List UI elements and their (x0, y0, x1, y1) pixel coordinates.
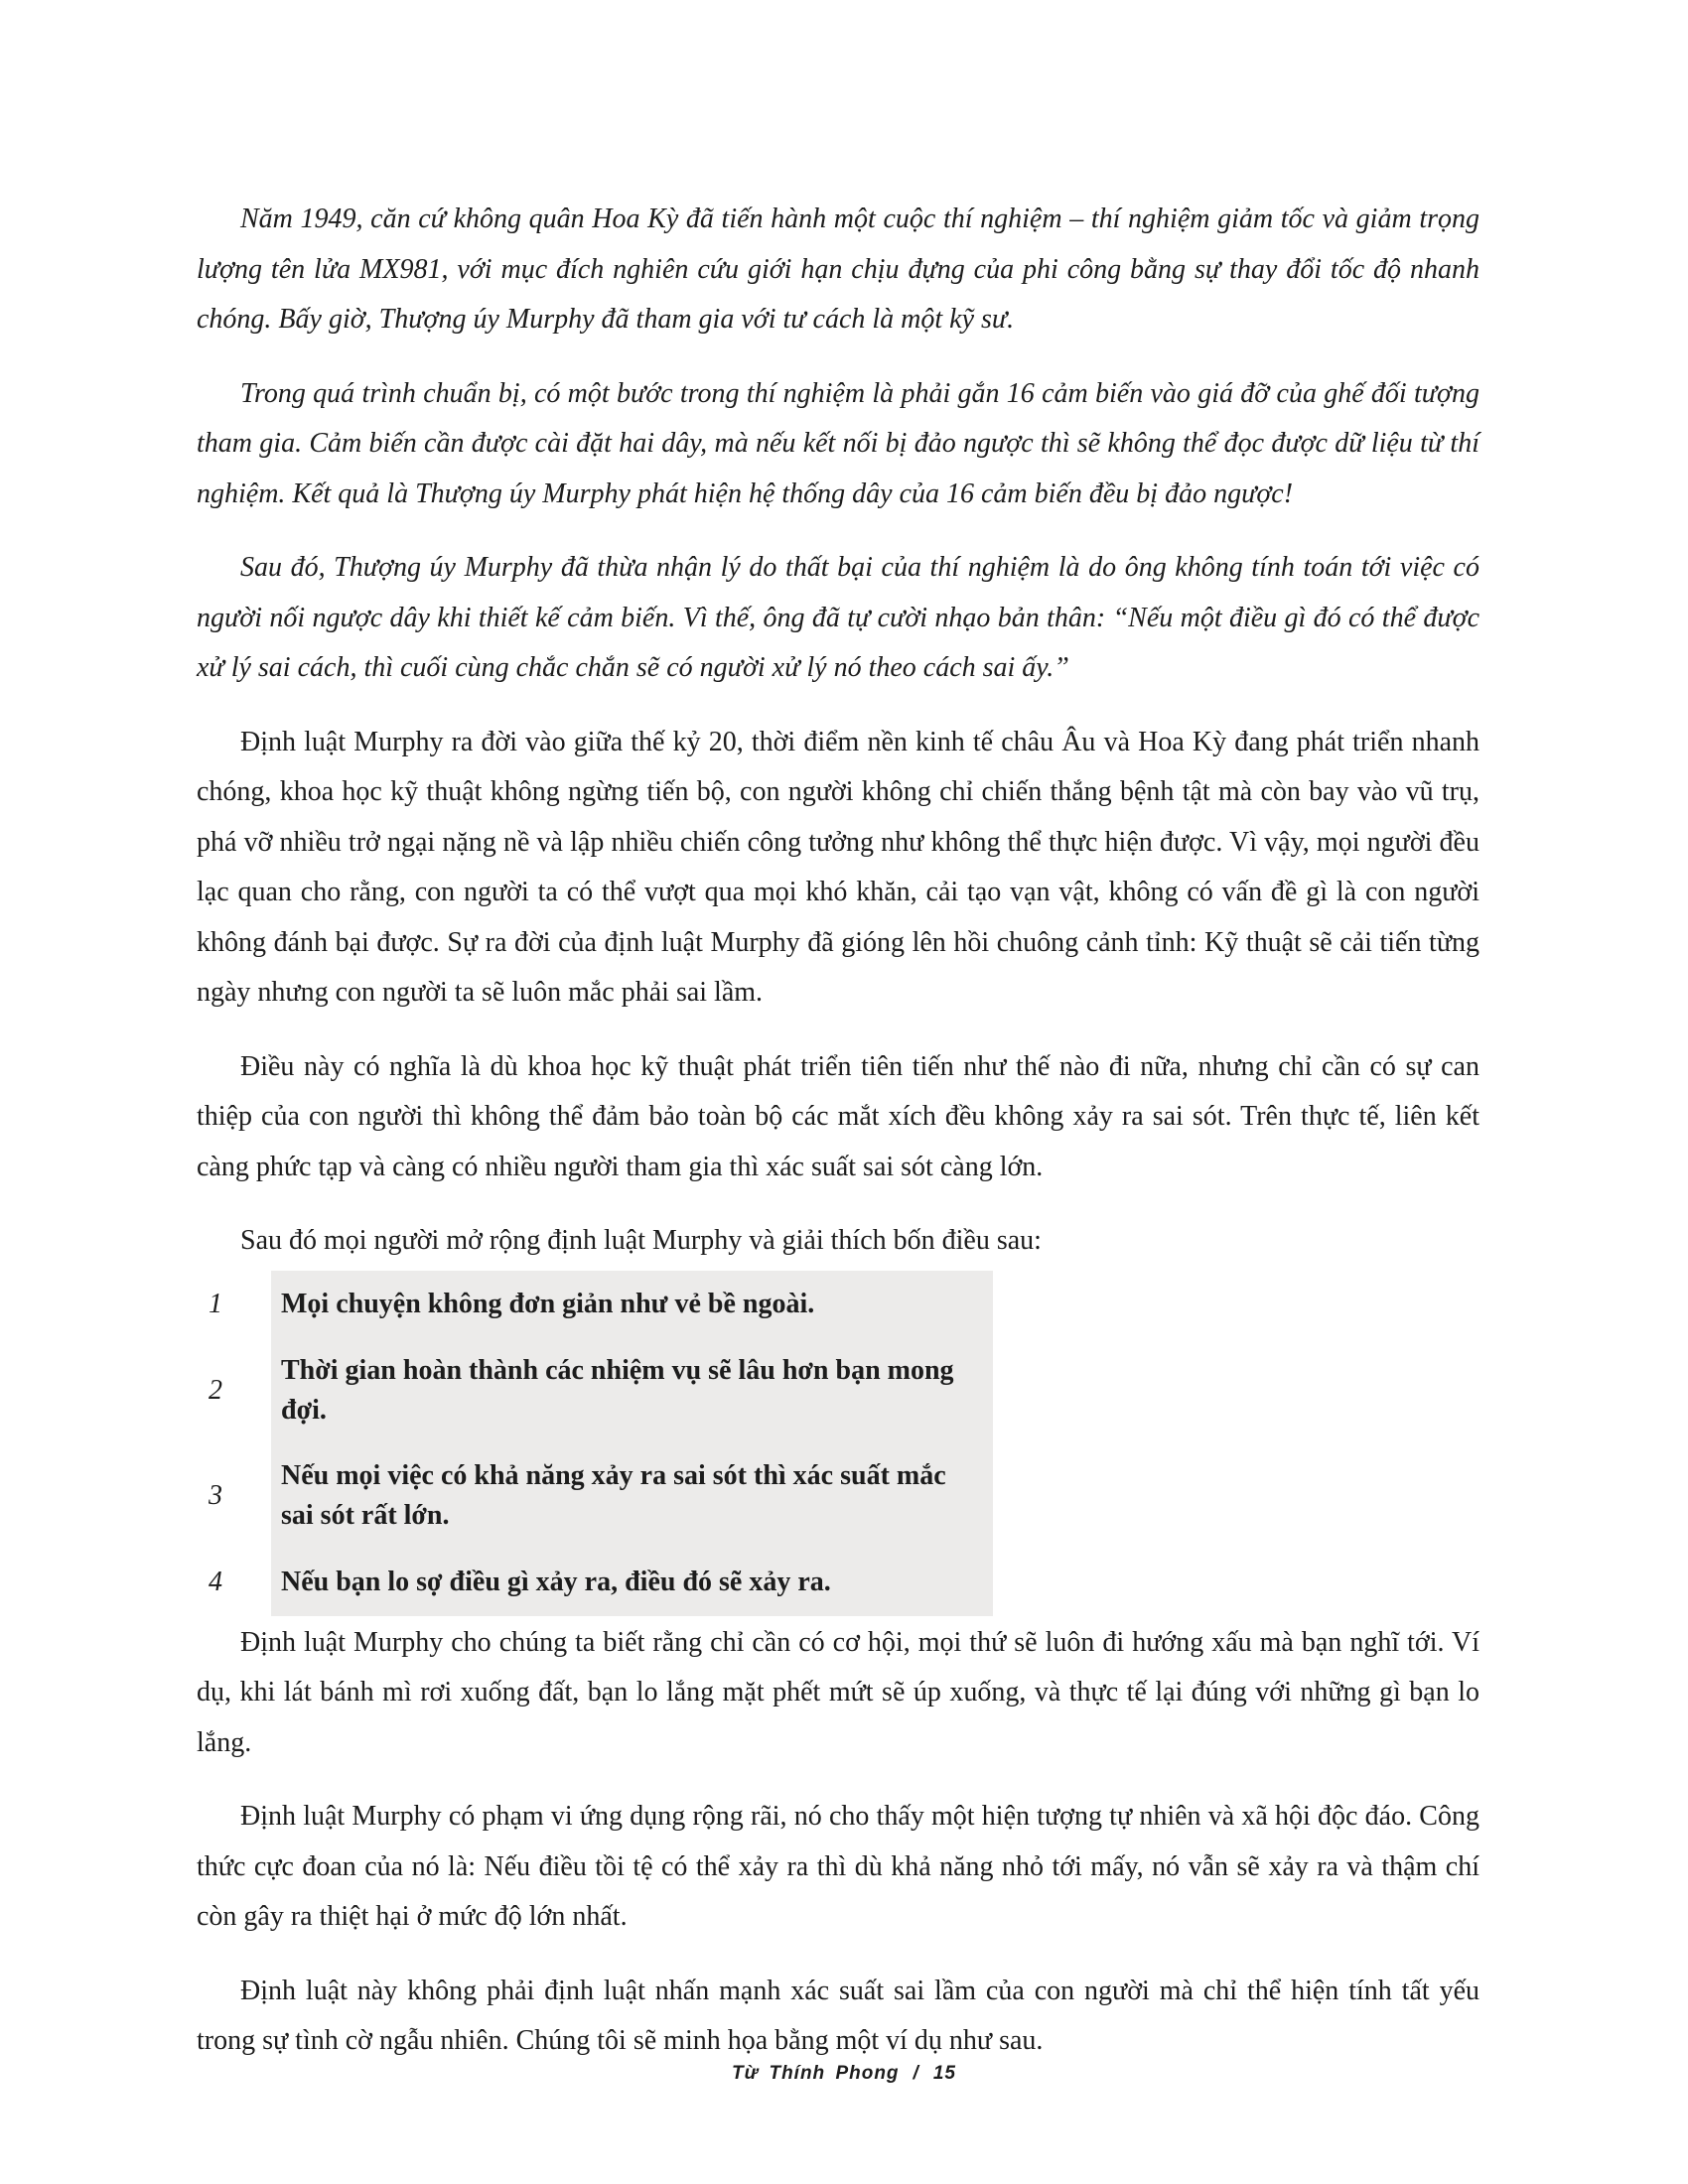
rule-number: 2 (197, 1338, 268, 1443)
footer-separator: / (913, 2063, 919, 2084)
table-row (197, 1443, 993, 1549)
table-row (197, 1338, 993, 1443)
rule-number: 3 (197, 1443, 268, 1549)
paragraph-meaning: Điều này có nghĩa là dù khoa học kỹ thuật phát triển tiên tiến như thế nào đi nữa, nhưng chỉ cần có sự can thiệp của con người thì không thể đảm bảo toàn bộ các mắt xích đều không xảy ra sai sót. Trên thực tế, liên kết càng phức tạp và càng có nhiều người tham gia thì xác suất sai sót càng lớn. (197, 1050, 1479, 1182)
table-row (197, 1271, 993, 1338)
page-number: 15 (932, 2063, 956, 2084)
paragraph-list-intro: Sau đó mọi người mở rộng định luật Murphy và giải thích bốn điều sau: (240, 1225, 1042, 1256)
paragraph-scope: Định luật Murphy có phạm vi ứng dụng rộng rãi, nó cho thấy một hiện tượng tự nhiên và xã hội độc đáo. Công thức cực đoan của nó là: Nếu điều tồi tệ có thể xảy ra thì dù khả năng nhỏ tới mấy, nó vẫn sẽ xảy ra và thậm chí còn gây ra thiệt hại ở mức độ lớn nhất. (197, 1801, 1479, 1932)
paragraph-history-3: Sau đó, Thượng úy Murphy đã thừa nhận lý do thất bại của thí nghiệm là do ông không tính toán tới việc có người nối ngược dây khi thiết kế cảm biến. Vì thế, ông đã tự cười nhạo bản thân: “Nếu một điều gì đó có thể được xử lý sai cách, thì cuối cùng chắc chắn sẽ có người xử lý nó theo cách sai ấy.” (197, 552, 1479, 683)
paragraph-origin: Định luật Murphy ra đời vào giữa thế kỷ 20, thời điểm nền kinh tế châu Âu và Hoa Kỳ đang phát triển nhanh chóng, khoa học kỹ thuật không ngừng tiến bộ, con người không chỉ chiến thắng bệnh tật mà còn bay vào vũ trụ, phá vỡ nhiều trở ngại nặng nề và lập nhiều chiến công tưởng như không thể thực hiện được. Vì vậy, mọi người đều lạc quan cho rằng, con người ta có thể vượt qua mọi khó khăn, cải tạo vạn vật, không có vấn đề gì là con người không đánh bại được. Sự ra đời của định luật Murphy đã gióng lên hồi chuông cảnh tỉnh: Kỹ thuật sẽ cải tiến từng ngày nhưng con người ta sẽ luôn mắc phải sai lầm. (197, 726, 1479, 1008)
paragraph-toast-example: Định luật Murphy cho chúng ta biết rằng chỉ cần có cơ hội, mọi thứ sẽ luôn đi hướng xấu mà bạn nghĩ tới. Ví dụ, khi lát bánh mì rơi xuống đất, bạn lo lắng mặt phết mứt sẽ úp xuống, và thực tế lại đúng với những gì bạn lo lắng. (197, 1626, 1479, 1758)
rule-text: Thời gian hoàn thành các nhiệm vụ sẽ lâu hơn bạn mong đợi. (268, 1338, 993, 1443)
table-row (197, 1549, 993, 1616)
paragraph-history-2: Trong quá trình chuẩn bị, có một bước trong thí nghiệm là phải gắn 16 cảm biến vào giá đỡ của ghế đối tượng tham gia. Cảm biến cần được cài đặt hai dây, mà nếu kết nối bị đảo ngược thì sẽ không thể đọc được dữ liệu từ thí nghiệm. Kết quả là Thượng úy Murphy phát hiện hệ thống dây của 16 cảm biến đều bị đảo ngược! (197, 377, 1479, 509)
paragraph-conclusion: Định luật này không phải định luật nhấn mạnh xác suất sai lầm của con người mà chỉ thể hiện tính tất yếu trong sự tình cờ ngẫu nhiên. Chúng tôi sẽ minh họa bằng một ví dụ như sau. (197, 1975, 1479, 2056)
rule-text: Mọi chuyện không đơn giản như vẻ bề ngoài. (268, 1271, 993, 1338)
paragraph-history-1: Năm 1949, căn cứ không quân Hoa Kỳ đã tiến hành một cuộc thí nghiệm – thí nghiệm giảm tốc và giảm trọng lượng tên lửa MX981, với mục đích nghiên cứu giới hạn chịu đựng của phi công bằng sự thay đổi tốc độ nhanh chóng. Bấy giờ, Thượng úy Murphy đã tham gia với tư cách là một kỹ sư. (197, 204, 1479, 335)
rule-number: 4 (197, 1549, 268, 1616)
rule-text: Nếu bạn lo sợ điều gì xảy ra, điều đó sẽ xảy ra. (268, 1549, 993, 1616)
page-body (197, 195, 1479, 2091)
rule-number: 1 (197, 1271, 268, 1338)
page-footer (0, 2063, 1688, 2085)
rule-text: Nếu mọi việc có khả năng xảy ra sai sót thì xác suất mắc sai sót rất lớn. (268, 1443, 993, 1549)
rules-table (197, 1271, 993, 1616)
footer-author: Từ Thính Phong (732, 2063, 900, 2084)
